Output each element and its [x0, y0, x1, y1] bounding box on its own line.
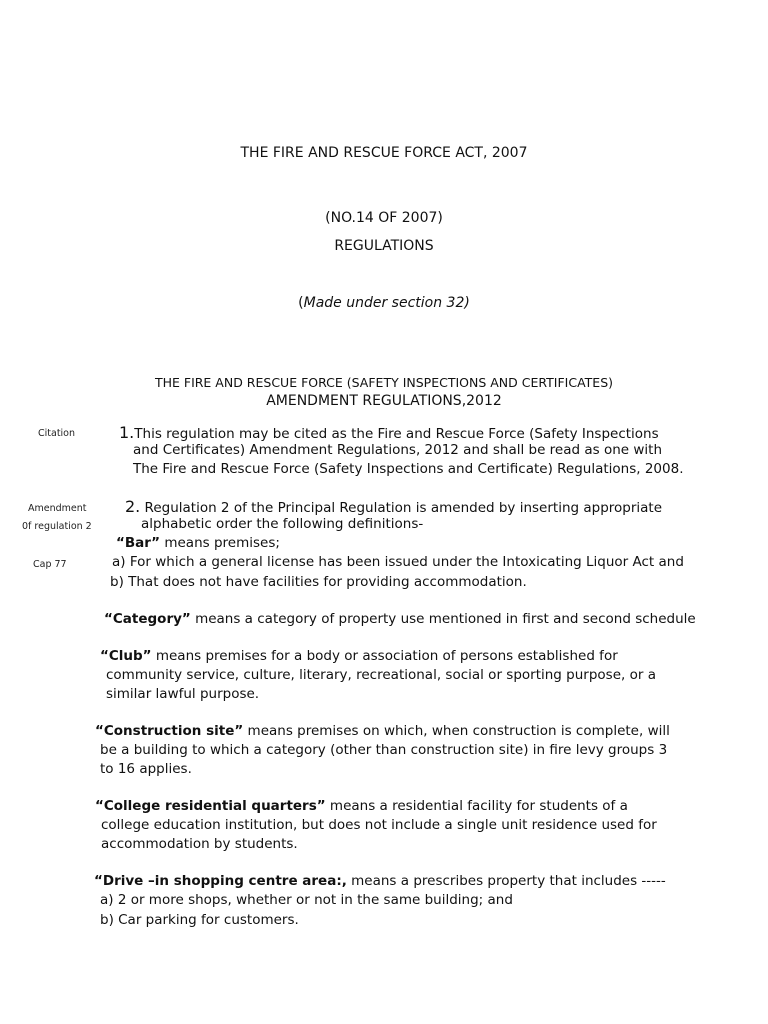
definition-bar — [116, 535, 280, 551]
definition-construction-site-text: means premises on which, when construction is complete, will — [243, 723, 670, 739]
margin-note-amendment: Amendment — [28, 503, 87, 514]
definition-college-quarters-term: “College residential quarters” — [95, 798, 326, 814]
definition-club-line3: similar lawful purpose. — [106, 686, 260, 702]
definition-category — [104, 611, 696, 627]
definition-drive-in-item-b: b) Car parking for customers. — [100, 912, 299, 928]
definition-construction-site-term: “Construction site” — [95, 723, 244, 739]
section-1-text: This regulation may be cited as the Fire and Rescue Force (Safety Inspections — [134, 426, 659, 442]
section-2-line2: alphabetic order the following definitions- — [141, 516, 424, 532]
definition-college-quarters-text: means a residential facility for students of a — [325, 798, 628, 814]
section-2-text: Regulation 2 of the Principal Regulation is amended by inserting appropriate — [140, 500, 663, 516]
margin-note-citation: Citation — [38, 428, 76, 439]
section-2-line1 — [125, 497, 662, 516]
definition-club — [100, 648, 618, 664]
definition-drive-in-item-a: a) 2 or more shops, whether or not in the same building; and — [100, 892, 513, 908]
definition-college-quarters-line2: college education institution, but does not include a single unit residence used for — [101, 817, 657, 833]
act-title: THE FIRE AND RESCUE FORCE ACT, 2007 — [240, 145, 528, 161]
definition-category-term: “Category” — [104, 611, 191, 627]
definition-drive-in-term: “Drive –in shopping centre area:, — [94, 873, 347, 889]
definition-bar-term: “Bar” — [116, 535, 161, 551]
definition-construction-site-line3: to 16 applies. — [100, 761, 192, 777]
section-1-line2: and Certificates) Amendment Regulations, 2012 and shall be read as one with — [133, 442, 663, 458]
definition-club-term: “Club” — [100, 648, 152, 664]
section-1-line1 — [119, 423, 659, 442]
made-under-note — [0, 295, 768, 311]
definition-bar-item-b: b) That does not have facilities for providing accommodation. — [110, 574, 527, 590]
definition-drive-in — [94, 873, 666, 889]
definition-drive-in-text: means a prescribes property that includes ----- — [346, 873, 666, 889]
act-number: (NO.14 OF 2007) — [325, 210, 443, 226]
definition-club-line2: community service, culture, literary, recreational, social or sporting purpose, or a — [106, 667, 656, 683]
regulation-title-line2: AMENDMENT REGULATIONS,2012 — [266, 393, 502, 409]
definition-club-text: means premises for a body or association of persons established for — [151, 648, 618, 664]
section-2-number: 2. — [125, 497, 141, 516]
definition-college-quarters — [95, 798, 628, 814]
section-1-line3: The Fire and Rescue Force (Safety Inspections and Certificate) Regulations, 2008. — [133, 461, 684, 477]
definition-category-text: means a category of property use mentioned in first and second schedule — [190, 611, 696, 627]
regulations-heading: REGULATIONS — [334, 238, 434, 254]
definition-bar-item-a: a) For which a general license has been issued under the Intoxicating Liquor Act and — [112, 554, 684, 570]
definition-bar-text: means premises; — [160, 535, 280, 551]
section-1-number: 1. — [119, 423, 135, 442]
margin-note-regulation-2: 0f regulation 2 — [22, 521, 92, 532]
margin-note-cap: Cap 77 — [33, 559, 67, 570]
definition-construction-site — [95, 723, 670, 739]
regulation-title-line1: THE FIRE AND RESCUE FORCE (SAFETY INSPECTIONS AND CERTIFICATES) — [154, 375, 614, 390]
definition-construction-site-line2: be a building to which a category (other than construction site) in fire levy groups 3 — [100, 742, 668, 758]
made-under-open: ( — [298, 295, 304, 311]
made-under-text: Made under section 32) — [303, 295, 470, 311]
definition-college-quarters-line3: accommodation by students. — [101, 836, 298, 852]
